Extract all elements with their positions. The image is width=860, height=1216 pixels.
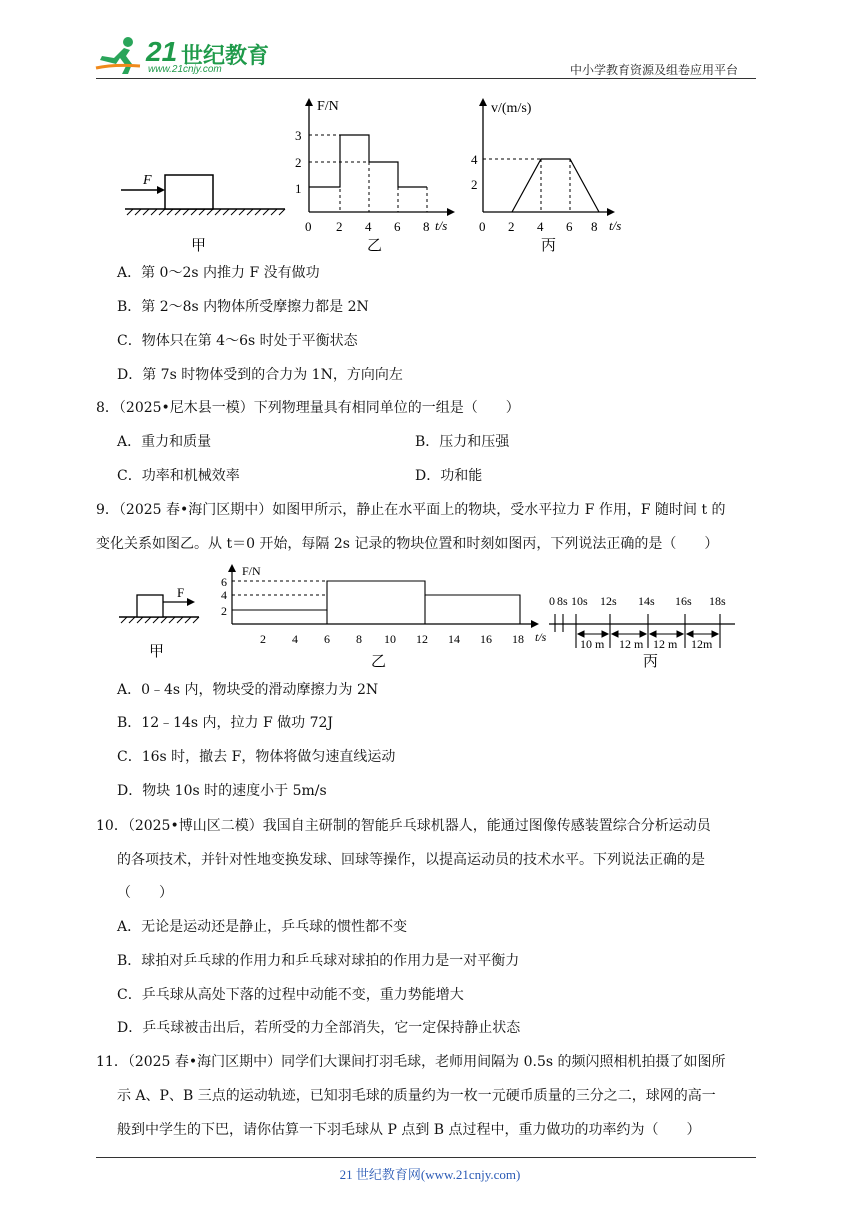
q7-fn-axis-label: F/N bbox=[317, 99, 339, 114]
q9-time-label: 0 bbox=[549, 594, 555, 608]
q7-fig-yi bbox=[295, 98, 455, 254]
q7-v-xtick: 8 bbox=[591, 219, 598, 234]
q7-option-c: C．物体只在第 4～6s 时处于平衡状态 bbox=[117, 333, 358, 349]
q7-fn-xtick: 4 bbox=[365, 219, 372, 234]
q11-stem-line1: 11．（2025 春•海门区期中）同学们大课间打羽毛球，老师用间隔为 0.5s 的频闪照相机拍摄了如图所 bbox=[96, 1054, 726, 1070]
q7-v-xtick: 4 bbox=[537, 219, 544, 234]
q8-option-d: D．功和能 bbox=[415, 468, 483, 484]
q7-fig-jia bbox=[121, 173, 285, 254]
q7-fn-ytick: 1 bbox=[295, 181, 302, 196]
q9-distance-label: 10 m bbox=[580, 637, 605, 651]
q9-time-label: 18s bbox=[709, 594, 726, 608]
q7-v-t-axis-label: t/s bbox=[609, 218, 622, 233]
q9-time-label: 14s bbox=[638, 594, 655, 608]
q9-xtick: 12 bbox=[416, 632, 428, 646]
q9-xtick: 14 bbox=[448, 632, 460, 646]
q9-xtick: 6 bbox=[324, 632, 330, 646]
q9-time-label: 16s bbox=[675, 594, 692, 608]
q10-stem-line3: （ ） bbox=[117, 885, 173, 901]
q9-stem-line2: 变化关系如图乙。从 t＝0 开始，每隔 2s 记录的物块位置和时刻如图丙，下列说法正确的是（ ） bbox=[96, 536, 719, 552]
q9-distance-label: 12 m bbox=[619, 637, 644, 651]
q9-xtick: 16 bbox=[480, 632, 492, 646]
q9-xtick: 18 bbox=[512, 632, 524, 646]
q9-fig-yi bbox=[221, 564, 547, 670]
q10-stem-line2: 的各项技术，并针对性地变换发球、回球等操作，以提高运动员的技术水平。下列说法正确的是 bbox=[117, 852, 705, 868]
header-rule bbox=[96, 78, 756, 79]
q7-option-a: A．第 0～2s 内推力 F 没有做功 bbox=[117, 265, 320, 281]
q7-option-b: B．第 2～8s 内物体所受摩擦力都是 2N bbox=[117, 299, 369, 315]
q9-xtick: 2 bbox=[260, 632, 266, 646]
q9-option-c: C．16s 时，撤去 F，物体将做匀速直线运动 bbox=[117, 749, 396, 765]
q7-v-ytick: 4 bbox=[471, 152, 478, 167]
q10-option-d: D．乒乓球被击出后，若所受的力全部消失，它一定保持静止状态 bbox=[117, 1020, 521, 1036]
q7-v-ytick: 2 bbox=[471, 177, 478, 192]
q7-v-xtick: 6 bbox=[566, 219, 573, 234]
q7-v-xtick: 2 bbox=[508, 219, 515, 234]
q9-time-label: 12s bbox=[600, 594, 617, 608]
footer-text[interactable]: 21 世纪教育网(www.21cnjy.com) bbox=[339, 1167, 521, 1182]
q7-v-xtick: 0 bbox=[479, 219, 486, 234]
q9-time-label: 10s bbox=[571, 594, 588, 608]
logo-url: www.21cnjy.com bbox=[148, 64, 222, 75]
q9-label-jia: 甲 bbox=[149, 644, 165, 660]
q10-option-a: A．无论是运动还是静止，乒乓球的惯性都不变 bbox=[117, 919, 408, 935]
q8-option-c: C．功率和机械效率 bbox=[117, 468, 240, 484]
q9-stem-line1: 9．（2025 春•海门区期中）如图甲所示，静止在水平面上的物块，受水平拉力 F 作用，F 随时间 t 的 bbox=[96, 502, 726, 518]
q9-distance-label: 12 m bbox=[653, 637, 678, 651]
q7-label-jia: 甲 bbox=[191, 238, 207, 254]
q10-option-c: C．乒乓球从高处下落的过程中动能不变，重力势能增大 bbox=[117, 987, 464, 1003]
q11-stem-line2: 示 A、P、B 三点的运动轨迹，已知羽毛球的质量约为一枚一元硬币质量的三分之二，球网的高一 bbox=[117, 1088, 716, 1104]
q7-label-bing: 丙 bbox=[541, 238, 557, 254]
q9-fig-jia bbox=[119, 585, 199, 660]
q7-fn-ytick: 3 bbox=[295, 128, 302, 143]
q8-option-a: A．重力和质量 bbox=[117, 434, 212, 450]
q7-label-yi: 乙 bbox=[367, 238, 383, 254]
footer-rule bbox=[96, 1157, 756, 1158]
platform-title: 中小学教育资源及组卷应用平台 bbox=[570, 63, 739, 77]
q9-t-axis-label: t/s bbox=[535, 630, 547, 644]
q9-fn-axis-label: F/N bbox=[242, 564, 261, 578]
q11-stem-line3: 般到中学生的下巴，请你估算一下羽毛球从 P 点到 B 点过程中，重力做功的功率约为（ ） bbox=[117, 1122, 701, 1138]
q8-stem: 8．（2025•尼木县一模）下列物理量具有相同单位的一组是（ ） bbox=[96, 400, 520, 416]
logo-number: 21 bbox=[146, 36, 178, 67]
header bbox=[0, 0, 860, 80]
logo-text: 世纪教育 bbox=[181, 44, 270, 69]
q7-fn-ytick: 2 bbox=[295, 155, 302, 170]
q9-option-a: A．0﹣4s 内，物块受的滑动摩擦力为 2N bbox=[117, 682, 379, 698]
q7-option-d: D．第 7s 时物体受到的合力为 1N，方向向左 bbox=[117, 367, 403, 383]
q9-distance-label: 12m bbox=[691, 637, 713, 651]
q9-ytick: 4 bbox=[221, 588, 227, 602]
q7-fn-xtick: 8 bbox=[423, 219, 430, 234]
q7-figure bbox=[115, 92, 645, 258]
q7-force-label: F bbox=[143, 173, 152, 188]
q9-figure bbox=[115, 560, 740, 672]
q9-ytick: 6 bbox=[221, 575, 227, 589]
q9-option-d: D．物块 10s 时的速度小于 5m/s bbox=[117, 783, 327, 799]
q9-label-bing: 丙 bbox=[643, 654, 659, 670]
q7-v-axis-label: v/(m/s) bbox=[491, 101, 532, 116]
q9-ytick: 2 bbox=[221, 604, 227, 618]
q7-fn-xtick: 2 bbox=[336, 219, 343, 234]
q9-option-b: B．12﹣14s 内，拉力 F 做功 72J bbox=[117, 715, 334, 731]
q9-time-label: 8s bbox=[557, 594, 568, 608]
q7-fig-bing bbox=[471, 98, 621, 254]
q9-force-label: F bbox=[177, 585, 185, 600]
q10-option-b: B．球拍对乒乓球的作用力和乒乓球对球拍的作用力是一对平衡力 bbox=[117, 953, 520, 969]
q9-xtick: 10 bbox=[384, 632, 396, 646]
q9-fig-bing bbox=[549, 594, 735, 670]
q8-option-b: B．压力和压强 bbox=[415, 434, 510, 450]
q7-fn-xtick: 0 bbox=[305, 219, 312, 234]
q9-xtick: 8 bbox=[356, 632, 362, 646]
q9-xtick: 4 bbox=[292, 632, 298, 646]
q9-label-yi: 乙 bbox=[371, 654, 387, 670]
q7-t-axis-label: t/s bbox=[435, 218, 448, 233]
runner-logo-icon bbox=[94, 36, 146, 76]
q10-stem-line1: 10．（2025•博山区二模）我国自主研制的智能乒乓球机器人，能通过图像传感装置综合分析运动员 bbox=[96, 818, 711, 834]
q7-fn-xtick: 6 bbox=[394, 219, 401, 234]
